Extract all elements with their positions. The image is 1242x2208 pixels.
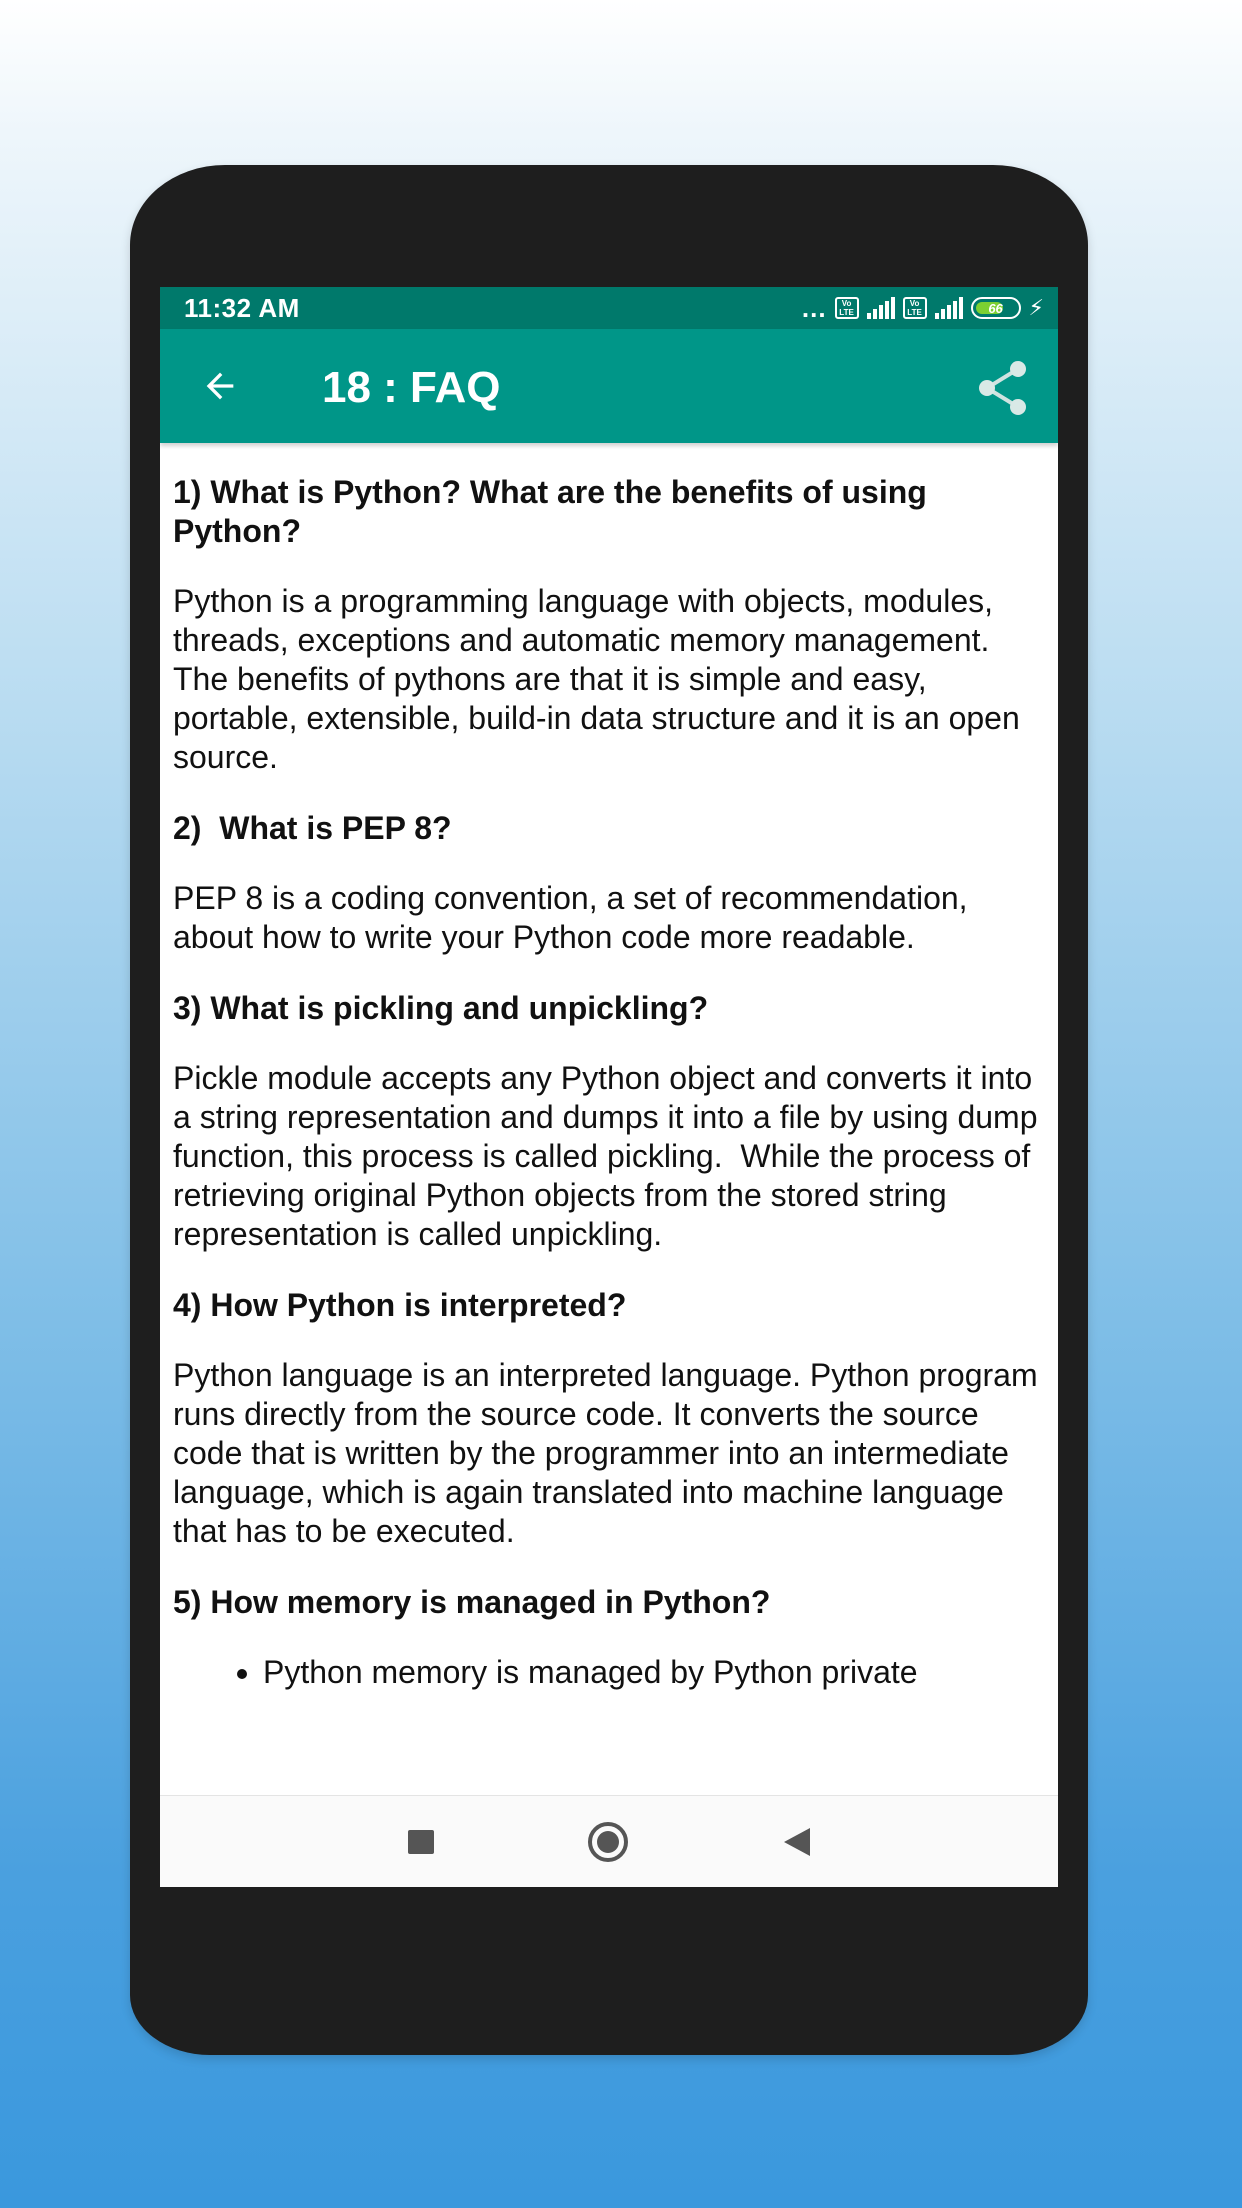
arrow-left-icon [200, 366, 240, 406]
faq-answer-1: Python is a programming language with objects, modules, threads, exceptions and automatic memory management. The benefits of pythons are that it is simple and easy, portable, extensible, build-in data structure and it is an open source. [173, 583, 1029, 775]
volte-icon-2: Vo LTE [903, 297, 927, 319]
status-time: 11:32 AM [184, 293, 300, 323]
signal-strength-icon [867, 297, 895, 319]
phone-screen [160, 287, 1058, 1887]
faq-content[interactable] [160, 443, 1058, 1795]
faq-question-2: 2) What is PEP 8? [173, 810, 452, 846]
battery-level: 66 [988, 300, 1003, 316]
faq-question-3: 3) What is pickling and unpickling? [173, 990, 709, 1026]
volte-icon: Vo LTE [835, 297, 859, 319]
share-icon [974, 359, 1032, 417]
faq-answer-2: PEP 8 is a coding convention, a set of recommendation, about how to write your Python code more readable. [173, 880, 977, 955]
app-bar [160, 329, 1058, 443]
faq-answer-5-list [173, 1653, 1046, 1692]
charging-bolt-icon: ⚡ [1028, 295, 1044, 320]
signal-strength-icon-2 [935, 297, 963, 319]
circle-home-icon[interactable] [588, 1822, 628, 1862]
square-recents-icon[interactable] [408, 1830, 434, 1854]
share-button[interactable] [974, 359, 1032, 417]
battery-icon [971, 297, 1021, 319]
page-title: 18 : FAQ [322, 363, 501, 412]
triangle-back-icon[interactable] [784, 1828, 810, 1856]
faq-answer-3: Pickle module accepts any Python object and converts it into a string representation and dumps it into a file by using dump function, this process is called pickling. While the process of retrieving original Python objects from the stored string representation is called unpickling. [173, 1060, 1047, 1252]
status-bar [160, 287, 1058, 329]
back-button[interactable] [196, 362, 244, 410]
more-notifications-icon: ... [801, 293, 827, 323]
faq-answer-4: Python language is an interpreted language. Python program runs directly from the source code. It converts the source code that is written by the programmer into an intermediate language, which is again translated into machine language that has to be executed. [173, 1357, 1047, 1549]
faq-question-4: 4) How Python is interpreted? [173, 1287, 627, 1323]
faq-question-1: 1) What is Python? What are the benefits of using Python? [173, 474, 936, 549]
status-icons [802, 293, 1044, 323]
faq-question-5: 5) How memory is managed in Python? [173, 1584, 771, 1620]
navigation-bar [160, 1795, 1058, 1887]
list-item: • Python memory is managed by Python private [263, 1653, 1046, 1692]
